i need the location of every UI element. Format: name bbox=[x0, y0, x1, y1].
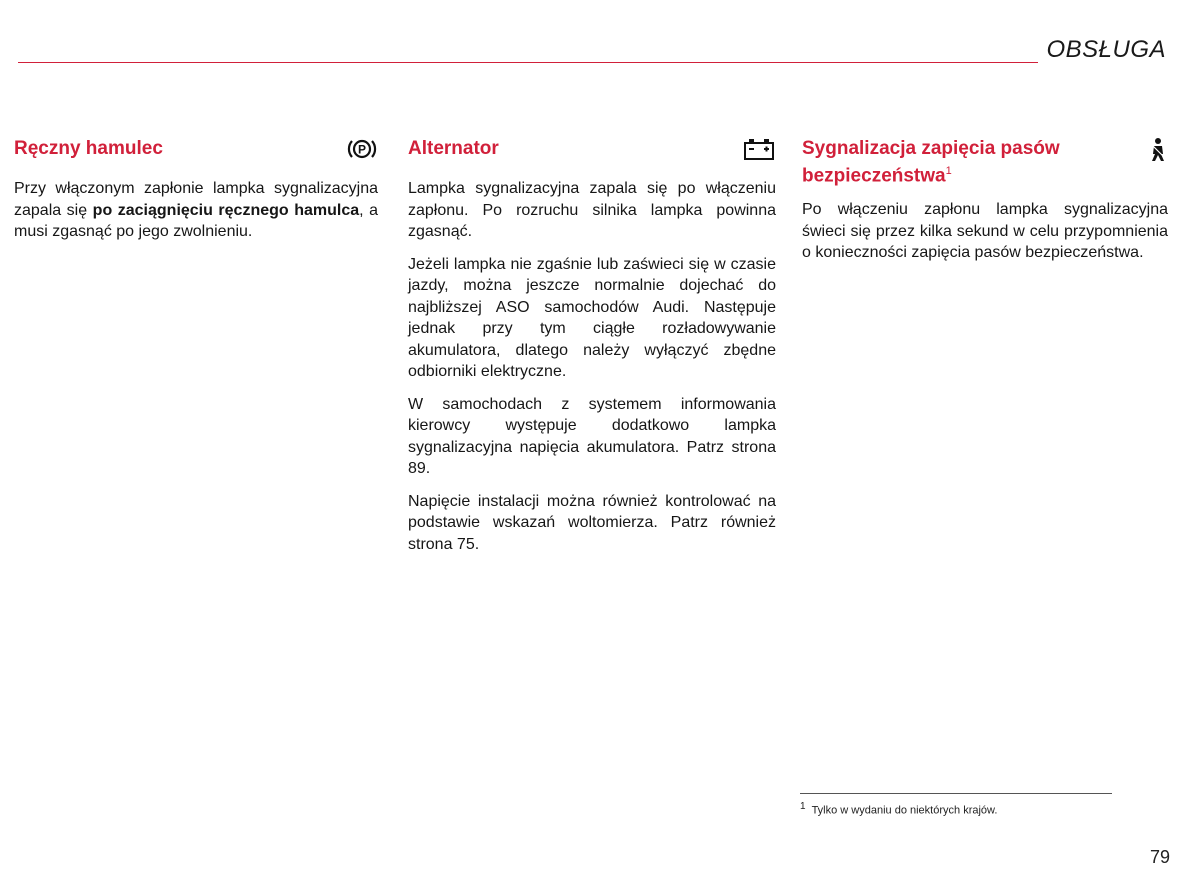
emphasis: po zaciągnięciu ręcznego hamulca bbox=[92, 201, 360, 219]
battery-icon bbox=[742, 137, 776, 166]
footnote-text: Tylko w wydaniu do niektórych krajów. bbox=[811, 804, 998, 817]
svg-text:P: P bbox=[357, 142, 367, 157]
heading-seat-belt: Sygnalizacja zapięcia pasów bezpieczeństwa$^1$ bbox=[802, 138, 1060, 187]
footnote bbox=[800, 801, 997, 817]
footnote-number: 1 bbox=[800, 801, 806, 812]
column-header bbox=[14, 137, 378, 166]
column-alternator bbox=[408, 137, 776, 566]
column-header bbox=[408, 137, 776, 166]
footnote-rule bbox=[800, 793, 1112, 794]
header-rule bbox=[18, 62, 1038, 63]
paragraph: Przy włączonym zapłonie lampka sygnalizacyjna zapala się po zaciągnięciu ręcznego hamulca, a musi zgasnąć po jego zwolnieniu. bbox=[14, 180, 378, 240]
footnote-marker: 1 bbox=[945, 165, 952, 177]
paragraph: Napięcie instalacji można również kontrolować na podstawie wskazań woltomierza. Patrz również strona 75. bbox=[408, 492, 776, 553]
section-title: OBSŁUGA bbox=[1046, 36, 1166, 63]
page-number: 79 bbox=[1149, 847, 1170, 867]
paragraph: W samochodach z systemem informowania kierowcy występuje dodatkowo lampka sygnalizacyjna napięcia akumulatora. Patrz strona 89. bbox=[408, 395, 776, 477]
parking-brake-icon bbox=[346, 137, 378, 166]
paragraph: Po włączeniu zapłonu lampka sygnalizacyjna świeci się przez kilka sekund w celu przypomnienia o konieczności zapięcia pasów bezpieczeństwa. bbox=[802, 201, 1168, 262]
paragraph: Jeżeli lampka nie zgaśnie lub zaświeci się w czasie jazdy, można jeszcze normalnie dojechać do najbliższej ASO samochodów Audi. Następuje jednak przy tym ciągłe rozładowywanie akumulatora, dlatego należy wyłączyć zbędne odbiorniki elektryczne. bbox=[408, 255, 776, 380]
column-header bbox=[802, 137, 1168, 187]
heading-alternator: Alternator bbox=[408, 138, 499, 159]
column-seat-belt bbox=[802, 137, 1168, 275]
paragraph: Lampka sygnalizacyjna zapala się po włączeniu zapłonu. Po rozruchu silnika lampka powinna zgasnąć. bbox=[408, 180, 776, 240]
heading-parking-brake: Ręczny hamulec bbox=[14, 138, 163, 159]
seat-belt-icon bbox=[1148, 137, 1168, 168]
column-parking-brake bbox=[14, 137, 378, 254]
